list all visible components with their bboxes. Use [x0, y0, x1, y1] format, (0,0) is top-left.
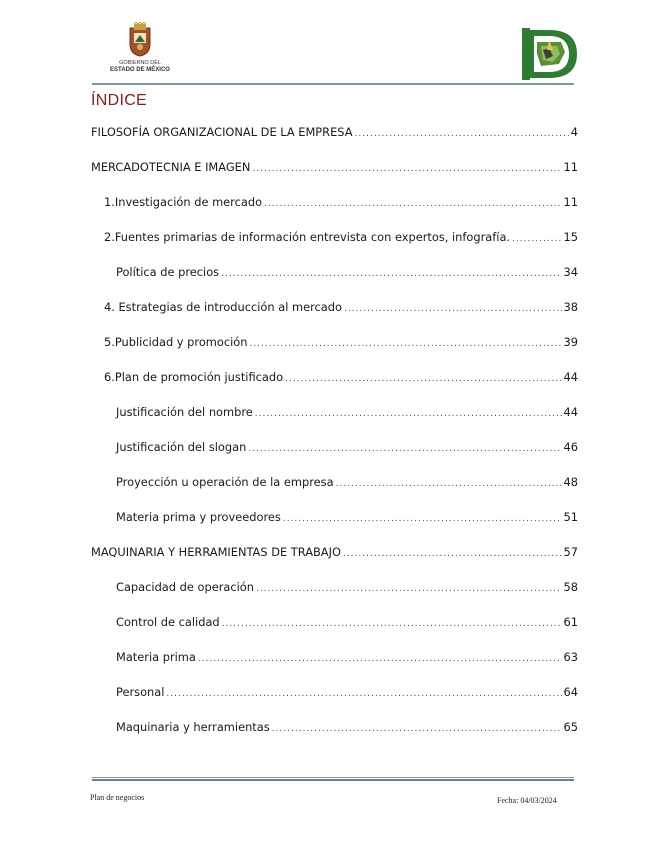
toc-leader-dots: [272, 720, 562, 734]
toc-leader-dots: [264, 195, 561, 209]
toc-entry-page: 51: [563, 510, 578, 524]
toc-leader-dots: [249, 335, 561, 349]
toc-leader-dots: [248, 440, 561, 454]
gov-logo-line2: ESTADO DE MÉXICO: [110, 67, 170, 73]
toc-entry-page: 11: [563, 195, 578, 209]
toc-leader-dots: [283, 510, 562, 524]
toc-entry[interactable]: [116, 580, 578, 600]
toc-leader-dots: [285, 370, 561, 384]
toc-leader-dots: [343, 545, 562, 559]
toc-leader-dots: [355, 125, 569, 139]
toc-entry[interactable]: [91, 160, 578, 180]
toc-entry-page: 64: [563, 685, 578, 699]
toc-entry-title: Personal: [116, 685, 165, 699]
government-logo: [100, 22, 180, 82]
toc-entry[interactable]: [116, 405, 578, 425]
toc-entry-page: 44: [563, 370, 578, 384]
toc-leader-dots: [222, 615, 562, 629]
toc-entry-title: 2.Fuentes primarias de información entrevista con expertos, infografía.: [104, 230, 511, 244]
toc-entry[interactable]: [104, 195, 578, 215]
toc-entry-page: 65: [563, 720, 578, 734]
toc-leader-dots: [255, 405, 562, 419]
toc-entry[interactable]: [104, 370, 578, 390]
toc-leader-dots: [221, 265, 561, 279]
toc-entry[interactable]: [116, 475, 578, 495]
toc-entry-page: 48: [563, 475, 578, 489]
toc-entry-page: 44: [563, 405, 578, 419]
toc-entry-page: 46: [563, 440, 578, 454]
toc-entry[interactable]: [116, 685, 578, 705]
toc-entry-page: 34: [563, 265, 578, 279]
toc-entry-page: 38: [563, 300, 578, 314]
toc-entry-page: 39: [563, 335, 578, 349]
toc-entry-title: Maquinaria y herramientas: [116, 720, 270, 734]
toc-entry-page: 63: [563, 650, 578, 664]
toc-entry-title: FILOSOFÍA ORGANIZACIONAL DE LA EMPRESA: [91, 125, 353, 139]
toc-leader-dots: [512, 230, 561, 244]
toc-entry-title: 5.Publicidad y promoción: [104, 335, 248, 349]
footer-divider-thin: [92, 777, 574, 778]
toc-entry[interactable]: [116, 720, 578, 740]
header-divider: [92, 83, 574, 85]
toc-entry[interactable]: [104, 230, 578, 250]
toc-entry-title: Capacidad de operación: [116, 580, 254, 594]
toc-leader-dots: [166, 685, 561, 699]
toc-entry-title: Control de calidad: [116, 615, 220, 629]
toc-entry-title: Materia prima: [116, 650, 196, 664]
toc-entry-page: 11: [563, 160, 578, 174]
school-logo-icon: [519, 26, 579, 82]
toc-entry-page: 4: [570, 125, 578, 139]
toc-entry[interactable]: [116, 510, 578, 530]
toc-leader-dots: [344, 300, 562, 314]
footer-divider: [92, 779, 574, 781]
toc-entry[interactable]: [91, 125, 578, 145]
toc-entry[interactable]: [104, 300, 578, 320]
toc-entry-title: 1.Investigación de mercado: [104, 195, 263, 209]
state-emblem-icon: [122, 22, 158, 58]
toc-entry[interactable]: [104, 335, 578, 355]
toc-entry-title: 4. Estrategias de introducción al mercado: [104, 300, 342, 314]
toc-entry-page: 61: [563, 615, 578, 629]
toc-entry-title: 6.Plan de promoción justificado: [104, 370, 284, 384]
toc-entry-page: 15: [563, 230, 578, 244]
footer-document-name: Plan de negocios: [90, 793, 145, 802]
toc-entry-title: Materia prima y proveedores: [116, 510, 281, 524]
toc-entry[interactable]: [116, 615, 578, 635]
page-title: ÍNDICE: [91, 92, 148, 109]
toc-entry-title: Proyección u operación de la empresa: [116, 475, 334, 489]
toc-entry-page: 57: [563, 545, 578, 559]
toc-leader-dots: [252, 160, 561, 174]
toc-leader-dots: [256, 580, 562, 594]
toc-entry[interactable]: [116, 265, 578, 285]
toc-entry[interactable]: [91, 545, 578, 565]
toc-entry-title: MERCADOTECNIA E IMAGEN: [91, 160, 251, 174]
toc-entry-title: Justificación del slogan: [116, 440, 247, 454]
toc-entry-title: MAQUINARIA Y HERRAMIENTAS DE TRABAJO: [91, 545, 341, 559]
footer-date: Fecha: 04/03/2024: [497, 796, 557, 805]
page-header: [0, 0, 655, 90]
toc-entry-title: Política de precios: [116, 265, 220, 279]
gov-logo-line1: GOBIERNO DEL: [119, 60, 161, 66]
toc-leader-dots: [198, 650, 562, 664]
toc-entry-title: Justificación del nombre: [116, 405, 253, 419]
toc-entry[interactable]: [116, 440, 578, 460]
toc-entry-page: 58: [563, 580, 578, 594]
toc-leader-dots: [336, 475, 562, 489]
toc-entry[interactable]: [116, 650, 578, 670]
